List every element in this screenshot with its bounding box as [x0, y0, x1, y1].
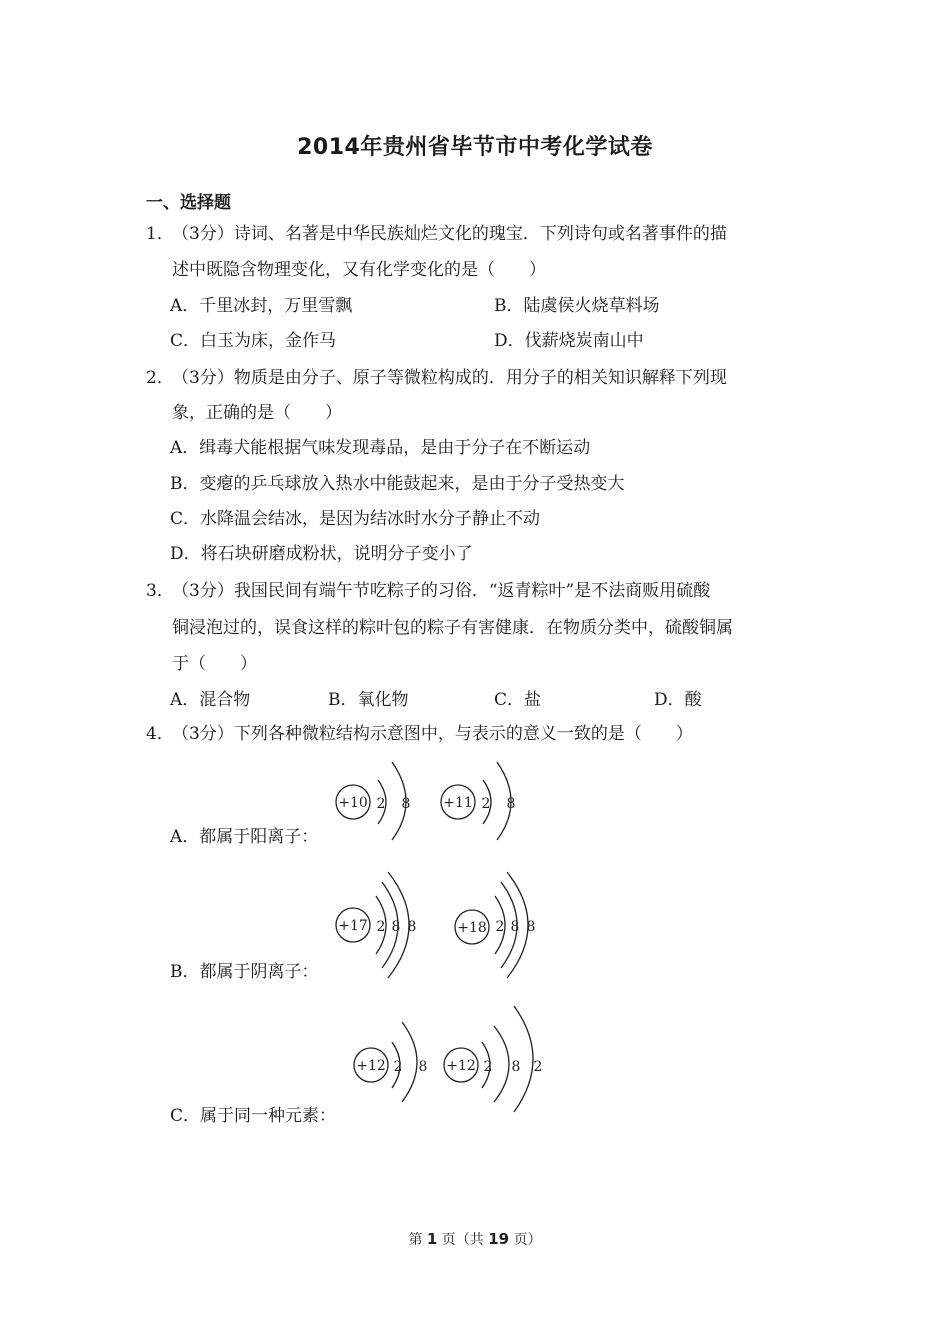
shell-count-2: 8 — [391, 919, 401, 935]
question-2-option-d: D．将石块研磨成粉状，说明分子变小了 — [170, 544, 473, 564]
question-3-option-b: B．氧化物 — [328, 690, 409, 710]
atom-diagram-c2 — [442, 1004, 552, 1112]
shell-count-1: 2 — [376, 796, 386, 812]
question-4-option-c: C．属于同一种元素： — [170, 1106, 337, 1126]
nucleus-label: +12 — [356, 1058, 386, 1074]
question-1-option-d: D．伐薪烧炭南山中 — [494, 331, 644, 351]
page-title: 2014年贵州省毕节市中考化学试卷 — [297, 135, 653, 160]
question-3-line-1: （3分）我国民间有端午节吃粽子的习俗．“返青粽叶”是不法商贩用硫酸 — [172, 581, 711, 601]
footer-total-pages: 19 — [488, 1230, 510, 1248]
shell-count-2: 8 — [401, 796, 411, 812]
question-1-option-c: C．白玉为床，金作马 — [170, 331, 337, 351]
question-1-line-1: （3分）诗词、名著是中华民族灿烂文化的瑰宝．下列诗句或名著事件的描 — [172, 224, 727, 244]
question-4-option-a: A．都属于阳离子： — [170, 827, 319, 847]
shell-count-3: 8 — [526, 919, 536, 935]
nucleus-label: +10 — [338, 795, 368, 811]
question-3-option-a: A．混合物 — [170, 690, 251, 710]
footer-page-number: 1 — [426, 1230, 438, 1248]
atom-diagram-a2 — [439, 760, 529, 840]
question-3-option-c: C．盐 — [494, 690, 542, 710]
question-2-number: 2． — [146, 368, 174, 388]
atom-diagram-b1 — [334, 872, 434, 978]
shell-count-3: 8 — [407, 919, 417, 935]
nucleus-label: +18 — [457, 920, 487, 936]
question-1-option-b: B．陆虞侯火烧草料场 — [494, 296, 660, 316]
footer-suffix: 页） — [513, 1232, 542, 1248]
shell-count-1: 2 — [495, 919, 505, 935]
question-2-line-2: 象，正确的是（ ） — [172, 403, 342, 423]
question-4-option-b: B．都属于阴离子： — [170, 962, 319, 982]
question-4-line-1: （3分）下列各种微粒结构示意图中，与表示的意义一致的是（ ） — [172, 724, 693, 744]
shell-arc-2 — [402, 1022, 417, 1102]
atom-diagram-a1 — [334, 760, 424, 840]
question-3-line-3: 于（ ） — [172, 654, 257, 674]
shell-arc-2 — [494, 1026, 509, 1102]
nucleus-label: +11 — [443, 795, 473, 811]
shell-count-1: 2 — [481, 796, 491, 812]
footer-middle: 页（共 — [441, 1232, 484, 1248]
shell-count-1: 2 — [393, 1059, 403, 1075]
section-heading: 一、选择题 — [146, 193, 231, 213]
shell-count-2: 8 — [418, 1059, 428, 1075]
nucleus-label: +12 — [446, 1058, 476, 1074]
question-1-line-2: 述中既隐含物理变化，又有化学变化的是（ ） — [172, 260, 546, 280]
question-4-number: 4． — [146, 724, 174, 744]
shell-count-1: 2 — [483, 1059, 493, 1075]
nucleus-label: +17 — [338, 918, 368, 934]
shell-count-2: 8 — [506, 796, 516, 812]
shell-count-2: 8 — [511, 1059, 521, 1075]
question-3-option-d: D．酸 — [654, 690, 702, 710]
question-2-line-1: （3分）物质是由分子、原子等微粒构成的．用分子的相关知识解释下列现 — [172, 368, 727, 388]
atom-diagram-b2 — [453, 872, 553, 978]
shell-count-1: 2 — [376, 919, 386, 935]
question-2-option-a: A．缉毒犬能根据气味发现毒品，是由于分子在不断运动 — [170, 438, 591, 458]
shell-count-3: 2 — [533, 1059, 543, 1075]
question-3-number: 3． — [146, 581, 174, 601]
atom-diagram-c1 — [352, 1020, 442, 1100]
question-2-option-c: C．水降温会结冰，是因为结冰时水分子静止不动 — [170, 509, 541, 529]
question-1-number: 1． — [146, 224, 174, 244]
question-2-option-b: B．变瘪的乒乓球放入热水中能鼓起来，是由于分子受热变大 — [170, 474, 625, 494]
page-footer — [0, 1229, 950, 1249]
question-3-line-2: 铜浸泡过的，误食这样的粽叶包的粽子有害健康．在物质分类中，硫酸铜属 — [172, 618, 733, 638]
shell-count-2: 8 — [510, 919, 520, 935]
question-1-option-a: A．千里冰封，万里雪飘 — [170, 296, 353, 316]
footer-prefix: 第 — [408, 1232, 423, 1248]
